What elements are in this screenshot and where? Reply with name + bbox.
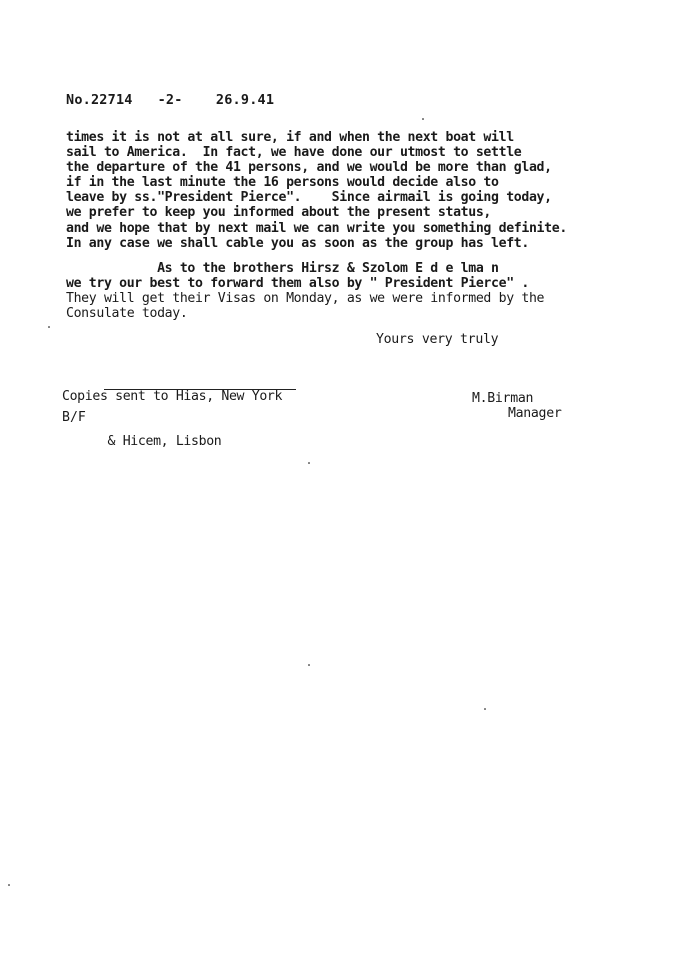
paragraph-1-line: times it is not at all sure, if and when the next boat will bbox=[66, 130, 514, 145]
copies-underline bbox=[104, 389, 296, 390]
scan-speck bbox=[484, 708, 486, 710]
paragraph-1-line: if in the last minute the 16 persons would decide also to bbox=[66, 175, 499, 191]
scan-speck bbox=[422, 118, 424, 120]
copies-line-1: Copies sent to Hias, New York bbox=[62, 389, 283, 404]
scan-speck bbox=[8, 884, 10, 886]
paragraph-2-line: Consulate today. bbox=[66, 306, 188, 322]
paragraph-1-line: and we hope that by next mail we can write you something definite. bbox=[66, 220, 567, 236]
paragraph-1 bbox=[66, 130, 666, 251]
closing-salutation: Yours very truly bbox=[376, 332, 499, 347]
scan-speck bbox=[308, 664, 310, 666]
paragraph-1-line: we prefer to keep you informed about the present status, bbox=[66, 205, 492, 221]
paragraph-1-line: the departure of the 41 persons, and we would be more than glad, bbox=[66, 160, 552, 176]
paragraph-1-line: In any case we shall cable you as soon as the group has left. bbox=[66, 235, 529, 251]
paragraph-1-line: leave by ss."President Pierce". Since airmail is going today, bbox=[66, 190, 552, 206]
paragraph-2-line: As to the brothers Hirsz & Szolom E d e lma n bbox=[66, 261, 499, 276]
signer-title: Manager bbox=[508, 406, 562, 421]
copies-line-2: & Hicem, Lisbon bbox=[62, 434, 222, 450]
paragraph-1-line: sail to America. In fact, we have done our utmost to settle bbox=[66, 145, 522, 161]
reference-line: No.22714 -2- 26.9.41 bbox=[66, 92, 275, 108]
paragraph-2-line: we try our best to forward them also by " President Pierce" . bbox=[66, 276, 529, 292]
typist-initials: B/F bbox=[62, 410, 86, 425]
copies-note bbox=[62, 359, 282, 479]
scan-speck bbox=[48, 326, 50, 328]
paragraph-2 bbox=[66, 261, 666, 321]
scan-speck bbox=[308, 462, 310, 464]
paragraph-2-line: They will get their Visas on Monday, as we were informed by the bbox=[66, 291, 545, 307]
signer-name: M.Birman bbox=[472, 391, 534, 406]
